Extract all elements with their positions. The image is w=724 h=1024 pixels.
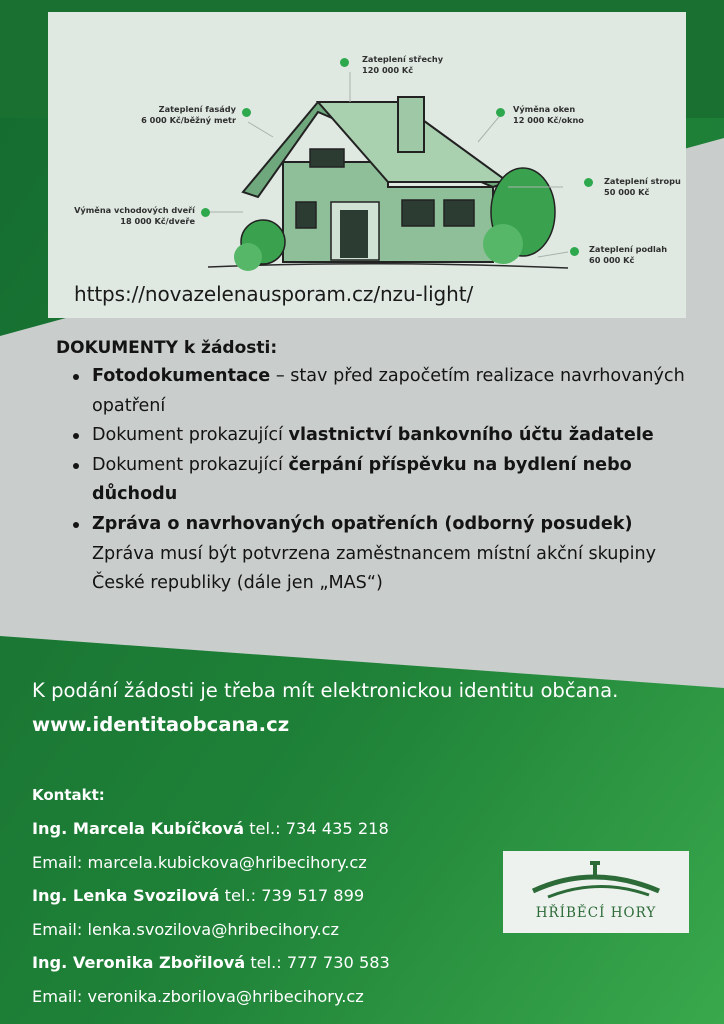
callout-door: Výměna vchodových dveří 18 000 Kč/dveře (74, 205, 195, 226)
callout-dot (340, 58, 349, 67)
list-item: Fotodokumentace – stav před započetím realizace navrhovaných opatření (92, 362, 696, 421)
contact-email[interactable]: Email: marcela.kubickova@hribecihory.cz (32, 852, 367, 872)
contact-person: Ing. Veronika Zbořilová tel.: 777 730 583 (32, 953, 390, 973)
callout-dot (242, 108, 251, 117)
documents-list (56, 362, 696, 599)
callout-facade: Zateplení fasády 6 000 Kč/běžný metr (141, 104, 236, 125)
renovation-illustration (48, 12, 686, 318)
callout-dot (496, 108, 505, 117)
contact-email[interactable]: Email: lenka.svozilova@hribecihory.cz (32, 919, 340, 939)
contact-email[interactable]: Email: veronika.zborilova@hribecihory.cz (32, 986, 364, 1006)
contact-heading: Kontakt: (32, 786, 105, 804)
callout-ceiling: Zateplení stropu 50 000 Kč (604, 176, 681, 197)
hribeci-hory-logo (503, 851, 689, 933)
callout-roof: Zateplení střechy 120 000 Kč (362, 54, 444, 75)
documents-section (56, 338, 696, 599)
contact-person: Ing. Marcela Kubíčková tel.: 734 435 218 (32, 819, 389, 838)
contact-person: Ing. Lenka Svozilová tel.: 739 517 899 (32, 886, 365, 906)
callout-dot (570, 247, 579, 256)
documents-title: DOKUMENTY k žádosti: (56, 338, 278, 358)
identity-notice: K podání žádosti je třeba mít elektronickou identitu občana. www.identitaobcana.cz (32, 679, 619, 736)
list-item: Dokument prokazující vlastnictví bankovního účtu žadatele (92, 421, 696, 451)
identity-link[interactable]: www.identitaobcana.cz (32, 713, 290, 736)
program-url-link[interactable]: https://novazelenausporam.cz/nzu-light/ (74, 282, 474, 306)
callout-dot (584, 178, 593, 187)
callout-windows: Výměna oken 12 000 Kč/okno (513, 104, 584, 125)
callout-floor: Zateplení podlah 60 000 Kč (589, 244, 668, 265)
contact-section (32, 782, 390, 1014)
list-item: Dokument prokazující čerpání příspěvku na bydlení nebo důchodu (92, 451, 696, 510)
callout-dot (201, 208, 210, 217)
hill-logo-icon (503, 851, 689, 907)
list-item: Zpráva o navrhovaných opatřeních (odborný posudek) Zpráva musí být potvrzena zaměstnancem místní akční skupiny České republiky (dále jen „MAS“) (92, 510, 696, 599)
logo-text: HŘÍBĚCÍ HORY (535, 905, 657, 921)
